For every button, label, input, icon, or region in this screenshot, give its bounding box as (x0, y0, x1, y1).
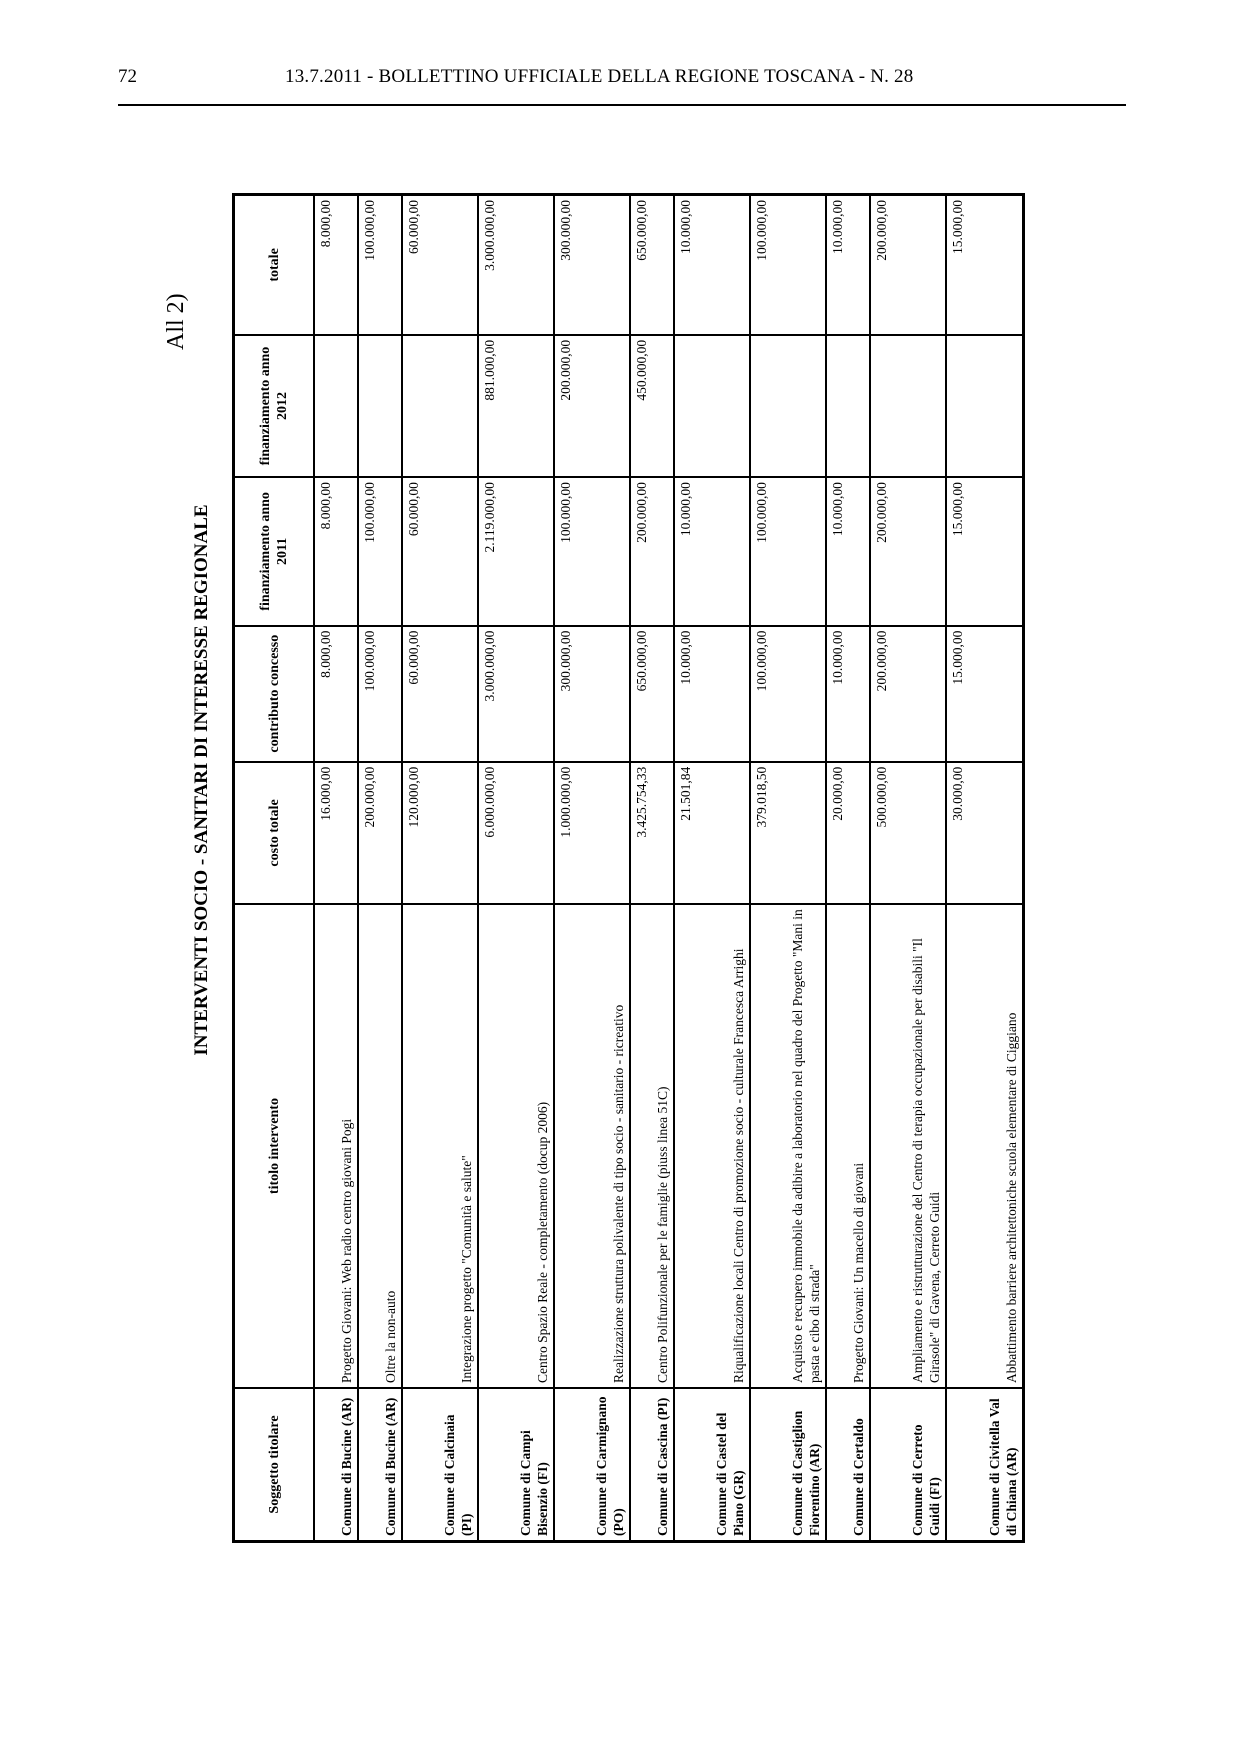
cell-amount: 8.000,00 (314, 195, 358, 335)
cell-amount: 100.000,00 (750, 195, 826, 335)
cell-amount: 10.000,00 (826, 477, 870, 625)
cell-titolo: Centro Polifunzionale per le famiglie (piuss linea 51C) (630, 904, 674, 1388)
cell-amount: 200.000,00 (870, 195, 946, 335)
cell-soggetto: Comune di Calcinaia (PI) (402, 1388, 478, 1542)
cell-amount: 500.000,00 (870, 762, 946, 904)
cell-amount: 15.000,00 (946, 626, 1023, 762)
cell-amount (314, 335, 358, 477)
column-header: finanziamento anno 2012 (234, 335, 315, 477)
cell-amount: 200.000,00 (870, 626, 946, 762)
column-header: Soggetto titolare (234, 1388, 315, 1542)
cell-soggetto: Comune di Campi Bisenzio (FI) (478, 1388, 554, 1542)
cell-soggetto: Comune di Bucine (AR) (358, 1388, 402, 1542)
cell-amount: 10.000,00 (674, 195, 750, 335)
column-header: titolo intervento (234, 904, 315, 1388)
cell-amount: 10.000,00 (674, 626, 750, 762)
cell-amount: 100.000,00 (358, 195, 402, 335)
cell-soggetto: Comune di Castiglion Fiorentino (AR) (750, 1388, 826, 1542)
cell-amount: 300.000,00 (554, 626, 630, 762)
cell-amount: 60.000,00 (402, 195, 478, 335)
cell-amount: 60.000,00 (402, 477, 478, 625)
cell-amount: 3.425.754,33 (630, 762, 674, 904)
column-header: finanziamento anno 2011 (234, 477, 315, 625)
cell-amount: 100.000,00 (358, 477, 402, 625)
table-row (946, 195, 1023, 1542)
cell-amount: 15.000,00 (946, 195, 1023, 335)
cell-amount: 100.000,00 (750, 477, 826, 625)
cell-titolo: Riqualificazione locali Centro di promozione socio - culturale Francesca Arrighi (674, 904, 750, 1388)
cell-amount (946, 335, 1023, 477)
cell-soggetto: Comune di Bucine (AR) (314, 1388, 358, 1542)
page-number: 72 (118, 66, 137, 87)
cell-soggetto: Comune di Carmignano (PO) (554, 1388, 630, 1542)
cell-amount: 120.000,00 (402, 762, 478, 904)
cell-amount: 1.000.000,00 (554, 762, 630, 904)
table-row (870, 195, 946, 1542)
table-row (826, 195, 870, 1542)
header-divider (118, 104, 1126, 106)
cell-amount: 60.000,00 (402, 626, 478, 762)
cell-amount: 2.119.000,00 (478, 477, 554, 625)
cell-amount: 21.501,84 (674, 762, 750, 904)
cell-amount: 200.000,00 (630, 477, 674, 625)
cell-amount (674, 335, 750, 477)
cell-amount: 100.000,00 (750, 626, 826, 762)
document-title: INTERVENTI SOCIO - SANITARI DI INTERESSE REGIONALE (191, 504, 212, 1056)
cell-amount (358, 335, 402, 477)
cell-amount: 650.000,00 (630, 195, 674, 335)
cell-amount: 650.000,00 (630, 626, 674, 762)
table-row (478, 195, 554, 1542)
table-row (674, 195, 750, 1542)
cell-soggetto: Comune di Cerreto Guidi (FI) (870, 1388, 946, 1542)
cell-amount: 300.000,00 (554, 195, 630, 335)
cell-amount: 8.000,00 (314, 626, 358, 762)
cell-titolo: Oltre la non-auto (358, 904, 402, 1388)
cell-titolo: Acquisto e recupero immobile da adibire a laboratorio nel quadro del Progetto "Mani in pasta e cibo di strada" (750, 904, 826, 1388)
table-row (402, 195, 478, 1542)
cell-amount: 30.000,00 (946, 762, 1023, 904)
cell-amount (750, 335, 826, 477)
cell-titolo: Progetto Giovani: Un macello di giovani (826, 904, 870, 1388)
cell-amount: 3.000.000,00 (478, 626, 554, 762)
table-row (750, 195, 826, 1542)
table-row (630, 195, 674, 1542)
table-row (314, 195, 358, 1542)
annex-label: All 2) (163, 293, 189, 350)
cell-amount: 10.000,00 (826, 626, 870, 762)
cell-amount: 3.000.000,00 (478, 195, 554, 335)
cell-soggetto: Comune di Castel del Piano (GR) (674, 1388, 750, 1542)
cell-amount: 200.000,00 (554, 335, 630, 477)
table-header-row (234, 195, 315, 1542)
cell-amount: 10.000,00 (826, 195, 870, 335)
cell-titolo: Centro Spazio Reale - completamento (docup 2006) (478, 904, 554, 1388)
cell-amount: 379.018,50 (750, 762, 826, 904)
cell-amount: 20.000,00 (826, 762, 870, 904)
cell-amount: 881.000,00 (478, 335, 554, 477)
table-row (358, 195, 402, 1542)
cell-amount: 6.000.000,00 (478, 762, 554, 904)
bulletin-header: 13.7.2011 - BOLLETTINO UFFICIALE DELLA REGIONE TOSCANA - N. 28 (285, 66, 914, 87)
column-header: costo totale (234, 762, 315, 904)
cell-amount (826, 335, 870, 477)
cell-amount: 100.000,00 (554, 477, 630, 625)
column-header: contributo concesso (234, 626, 315, 762)
table-body (314, 195, 1024, 1542)
cell-amount: 450.000,00 (630, 335, 674, 477)
interventions-table-container (232, 193, 1025, 1543)
cell-amount: 8.000,00 (314, 477, 358, 625)
column-header: totale (234, 195, 315, 335)
cell-amount: 100.000,00 (358, 626, 402, 762)
cell-amount: 10.000,00 (674, 477, 750, 625)
table-row (554, 195, 630, 1542)
cell-soggetto: Comune di Certaldo (826, 1388, 870, 1542)
cell-soggetto: Comune di Cascina (PI) (630, 1388, 674, 1542)
cell-titolo: Integrazione progetto "Comunità e salute" (402, 904, 478, 1388)
cell-titolo: Abbattimento barriere architettoniche scuola elementare di Ciggiano (946, 904, 1023, 1388)
cell-titolo: Realizzazione struttura polivalente di tipo socio - sanitario - ricreativo (554, 904, 630, 1388)
cell-amount: 200.000,00 (870, 477, 946, 625)
cell-amount: 15.000,00 (946, 477, 1023, 625)
cell-amount (870, 335, 946, 477)
cell-soggetto: Comune di Civitella Val di Chiana (AR) (946, 1388, 1023, 1542)
cell-titolo: Ampliamento e ristrutturazione del Centro di terapia occupazionale per disabili "Il Girasole" di Gavena, Cerreto Guidi (870, 904, 946, 1388)
interventions-table (232, 193, 1025, 1543)
cell-titolo: Progetto Giovani: Web radio centro giovani Pogi (314, 904, 358, 1388)
cell-amount (402, 335, 478, 477)
cell-amount: 200.000,00 (358, 762, 402, 904)
cell-amount: 16.000,00 (314, 762, 358, 904)
